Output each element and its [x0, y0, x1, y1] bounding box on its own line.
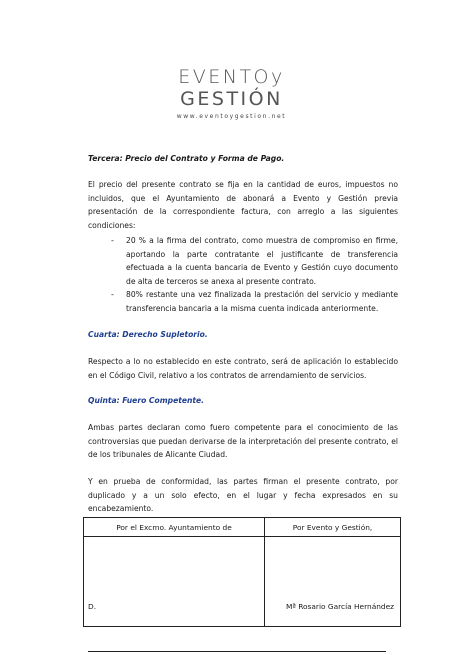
- logo-line-2: GESTIÓN: [180, 88, 283, 110]
- left-signature-box: [84, 537, 265, 627]
- bullet-text-1: 20 % a la firma del contrato, como muestra de compromiso en firme, aportando la parte contratante el justificante de transferencia efectuada a la cuenta bancaria de Evento y Gestión cuyo documento de alta de terceros se anexa al presente contrato.: [126, 236, 398, 286]
- bullet-dash-1: -: [111, 236, 114, 245]
- left-signer: D.: [88, 602, 97, 611]
- section-quinta-heading: Quinta: Fuero Competente.: [88, 396, 205, 405]
- left-signature-header: Por el Excmo. Ayuntamiento de: [84, 518, 265, 537]
- right-signature-box: [265, 537, 401, 627]
- footer-rule: [88, 651, 386, 652]
- bullet-dash-2: -: [111, 290, 114, 299]
- bullet-text-2: 80% restante una vez finalizada la prestación del servicio y mediante transferencia bancaria a la misma cuenta indicada anteriormente.: [126, 290, 398, 313]
- right-signer: Mª Rosario García Hernández: [286, 602, 395, 611]
- section-cuarta-heading: Cuarta: Derecho Supletorio.: [88, 330, 208, 339]
- section-cuarta-body: Respecto a lo no establecido en este contrato, será de aplicación lo establecido en el Código Civil, relativo a los contratos de arrendamiento de servicios.: [88, 357, 398, 380]
- right-signature-header: Por Evento y Gestión,: [265, 518, 401, 537]
- logo-line-1: EVENTOy: [178, 66, 285, 88]
- logo-website: www.eventoygestion.net: [176, 113, 287, 120]
- section-tercera-body: El precio del presente contrato se fija en la cantidad de euros, impuestos no incluidos, que el Ayuntamiento de abonará a Evento y Gestión previa presentación de la correspondiente factura, con arreglo a las siguientes condiciones:: [88, 180, 398, 230]
- section-tercera-heading: Tercera: Precio del Contrato y Forma de Pago.: [88, 154, 285, 163]
- section-quinta-body: Ambas partes declaran como fuero competente para el conocimiento de las controversias que puedan derivarse de la interpretación del presente contrato, el de los tribunales de Alicante Ciudad.: [88, 423, 398, 459]
- closing-paragraph: Y en prueba de conformidad, las partes firman el presente contrato, por duplicado y a un solo efecto, en el lugar y fecha expresados en su encabezamiento.: [88, 477, 398, 513]
